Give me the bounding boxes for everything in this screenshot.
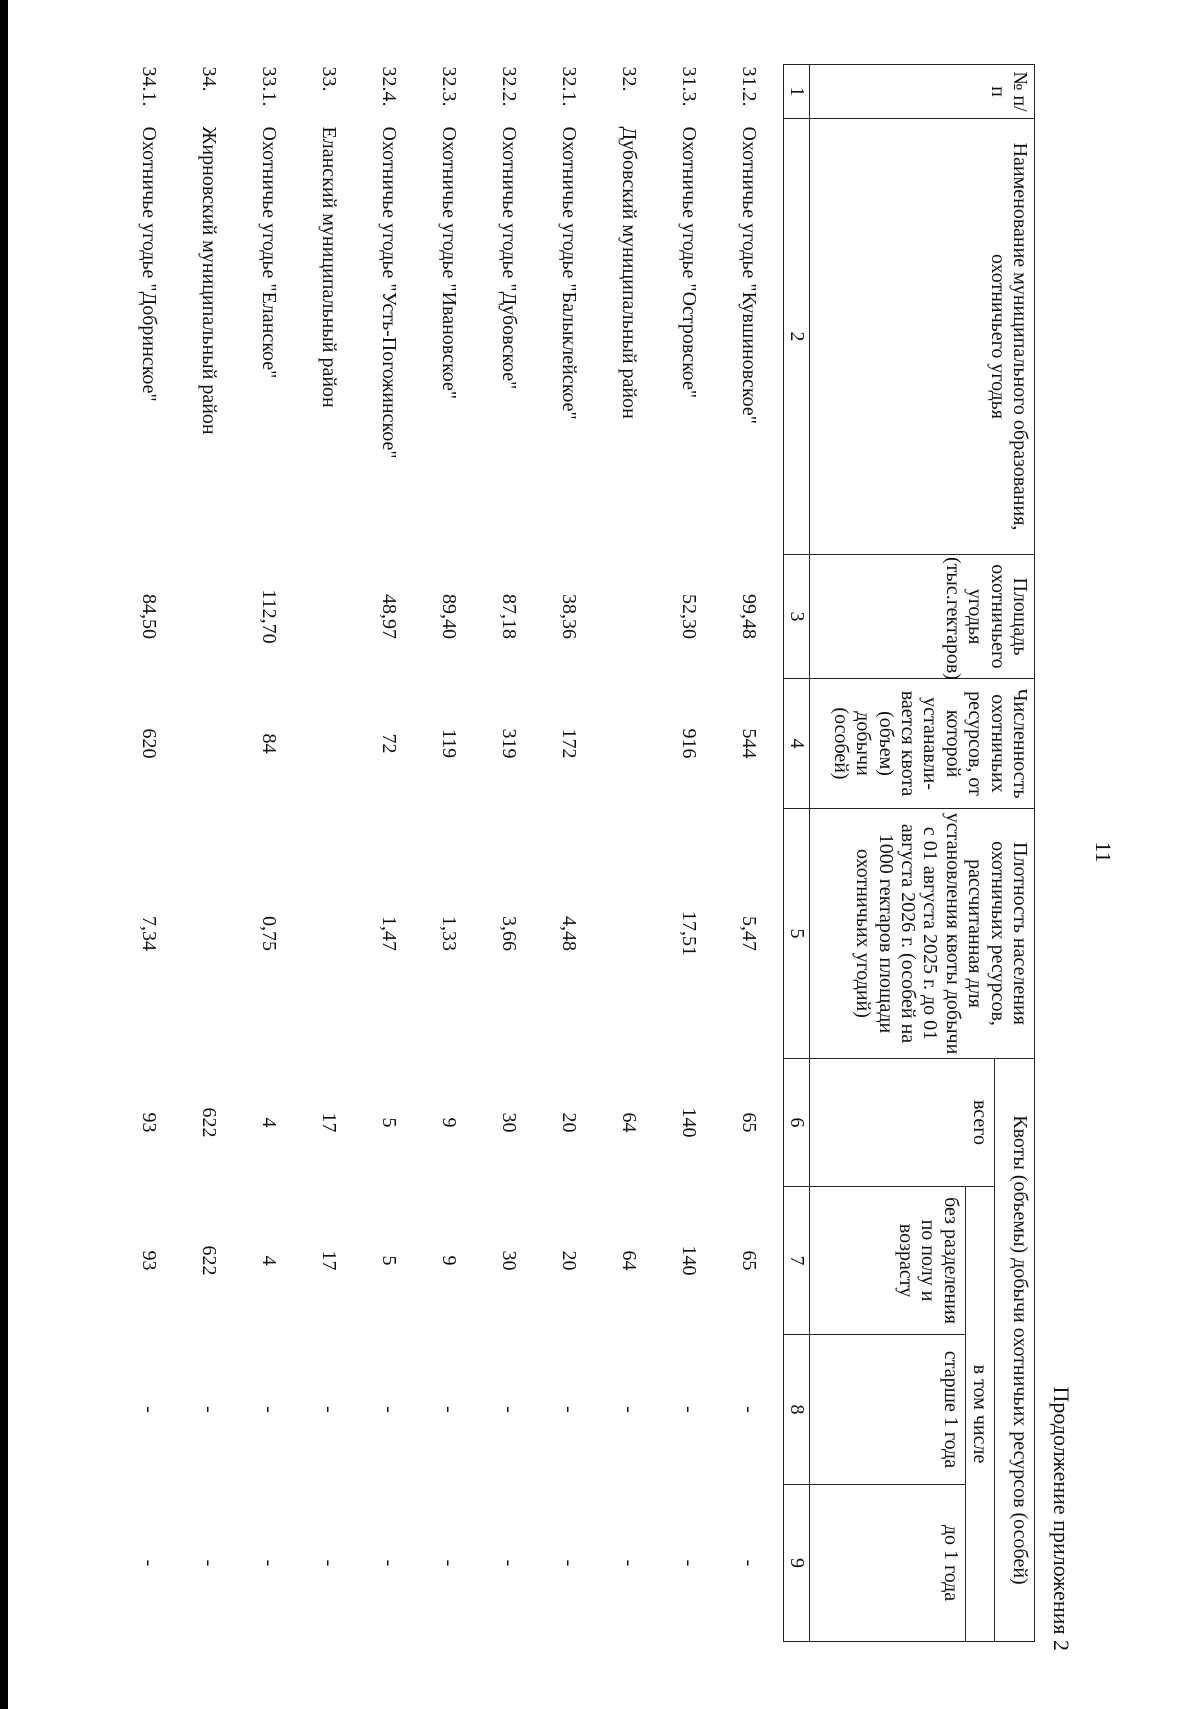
column-number-9: 9 [784,1485,809,1642]
table-row [479,65,539,1642]
row-density: 1,47 [378,916,401,951]
row-total: 64 [618,1112,641,1133]
row-count: 620 [138,728,161,759]
row-count: 72 [378,733,401,754]
row-young: - [618,1559,641,1567]
table-row [179,65,239,1642]
row-area: 87,18 [498,594,521,639]
row-older: - [318,1406,341,1413]
header-density: Плотность населения охотничьих ресурсов, рассчитанная для установления квоты добычи с 01 августа 2025 г. до 01 августа 2026 г. (особей на 1000 гектаров площади охотничьих угодий) [809,809,1034,1059]
row-no-split: 622 [198,1245,221,1276]
table-row [659,65,719,1642]
header-young: до 1 года [809,1485,965,1642]
table-row [359,65,419,1642]
row-density [599,809,659,1059]
row-density [299,809,359,1059]
row-total: 93 [138,1112,161,1133]
row-name: Жирновский муниципальный район [198,126,221,435]
header-including: в том числе [965,1187,994,1642]
row-name: Охотничье угодье "Добринское" [138,126,161,402]
table-row [299,65,359,1642]
row-young: - [378,1559,401,1567]
row-young: - [678,1559,701,1567]
row-total: 9 [438,1117,461,1128]
row-area: 52,30 [678,594,701,639]
row-no-split: 9 [438,1255,461,1266]
row-area: 48,97 [378,594,401,639]
column-number-6: 6 [784,1059,809,1187]
row-name: Охотничье угодье "Кувшиновское" [738,126,761,424]
row-area: 38,36 [558,594,581,639]
row-total: 20 [558,1112,581,1133]
row-area: 112,70 [258,589,281,644]
row-density: 7,34 [138,916,161,951]
column-number-2: 2 [784,119,809,555]
row-number: 32.4. [378,66,401,107]
row-number: 32. [618,66,641,92]
table-row [419,65,479,1642]
row-number: 33.1. [258,66,281,107]
row-density: 4,48 [558,916,581,951]
row-young: - [318,1559,341,1567]
table-row [119,65,179,1642]
row-no-split: 5 [378,1255,401,1266]
header-number: № п/п [809,65,1034,119]
header-no-split: без разделения по полу и возрасту [809,1187,965,1335]
row-no-split: 140 [678,1245,701,1276]
row-name: Охотничье угодье "Дубовское" [498,126,521,390]
header-total: всего [809,1059,994,1187]
row-total: 622 [198,1107,221,1138]
quota-table [119,64,1035,1642]
row-young: - [138,1559,161,1567]
quota-table-wrapper [119,64,1035,1641]
row-density: 5,47 [738,916,761,951]
row-density [179,809,239,1059]
row-count: 172 [558,728,581,759]
column-number-4: 4 [784,679,809,809]
row-name: Охотничье угодье "Балыклейское" [558,126,581,420]
header-quota-group: Квоты (объемы) добычи охотничьих ресурсов (особей) [995,1059,1035,1642]
row-young: - [558,1559,581,1567]
row-older: - [558,1406,581,1413]
row-older: - [378,1406,401,1413]
row-number: 34.1. [138,66,161,107]
row-area: 84,50 [138,594,161,639]
row-name: Дубовский муниципальный район [618,126,641,419]
row-count: 916 [678,728,701,759]
continuation-label: Продолжение приложения 2 [1049,1386,1074,1651]
table-row [599,65,659,1642]
row-density: 0,75 [258,916,281,951]
row-count: 544 [738,728,761,759]
row-no-split: 30 [498,1250,521,1271]
row-count: 319 [498,728,521,759]
row-area: 89,40 [438,594,461,639]
scan-edge [0,0,8,1709]
table-row [539,65,599,1642]
row-older: - [618,1406,641,1413]
row-area [179,555,239,679]
row-no-split: 4 [258,1255,281,1266]
row-count [299,679,359,809]
row-density: 1,33 [438,916,461,951]
row-area: 99,48 [738,594,761,639]
row-older: - [138,1406,161,1413]
row-total: 17 [318,1112,341,1133]
row-number: 31.3. [678,66,701,107]
row-area [599,555,659,679]
header-name: Наименование муниципального образования, охотничьего угодья [809,119,1034,555]
row-young: - [438,1559,461,1567]
row-count: 119 [438,728,461,759]
page-number: 11 [1091,841,1116,863]
row-young: - [258,1559,281,1567]
row-total: 65 [738,1112,761,1133]
row-name: Охотничье угодье "Еланское" [258,126,281,379]
row-number: 32.2. [498,66,521,107]
row-young: - [198,1559,221,1567]
row-number: 33. [318,66,341,92]
row-no-split: 65 [738,1250,761,1271]
row-name: Охотничье угодье "Усть-Погожинское" [378,126,401,459]
row-total: 30 [498,1112,521,1133]
row-count [179,679,239,809]
header-older: старше 1 года [809,1335,965,1485]
row-number: 31.2. [738,66,761,107]
row-older: - [498,1406,521,1413]
header-area: Площадь охотничьего угодья (тыс.гектаров) [809,555,1034,679]
header-count: Численность охотничьих ресурсов, от которой устанавли-вается квота (объем) добычи (особей) [809,679,1034,809]
row-area [299,555,359,679]
row-count: 84 [258,733,281,754]
table-row [719,65,784,1642]
row-no-split: 20 [558,1250,581,1271]
row-no-split: 64 [618,1250,641,1271]
column-number-8: 8 [784,1335,809,1485]
row-total: 4 [258,1117,281,1128]
row-older: - [258,1406,281,1413]
column-number-1: 1 [784,65,809,119]
row-number: 32.1. [558,66,581,107]
row-young: - [498,1559,521,1567]
column-number-5: 5 [784,809,809,1059]
row-young: - [738,1559,761,1567]
row-name: Охотничье угодье "Ивановское" [438,126,461,399]
table-row [239,65,299,1642]
row-older: - [198,1406,221,1413]
row-older: - [678,1406,701,1413]
row-total: 5 [378,1117,401,1128]
row-older: - [438,1406,461,1413]
row-no-split: 93 [138,1250,161,1271]
row-name: Еланский муниципальный район [318,126,341,408]
row-name: Охотничье угодье "Островское" [678,126,701,399]
row-number: 32.3. [438,66,461,107]
row-no-split: 17 [318,1250,341,1271]
row-count [599,679,659,809]
column-number-7: 7 [784,1187,809,1335]
row-number: 34. [198,66,221,92]
row-total: 140 [678,1107,701,1138]
column-number-3: 3 [784,555,809,679]
row-density: 3,66 [498,916,521,951]
row-density: 17,51 [678,911,701,956]
row-older: - [738,1406,761,1413]
